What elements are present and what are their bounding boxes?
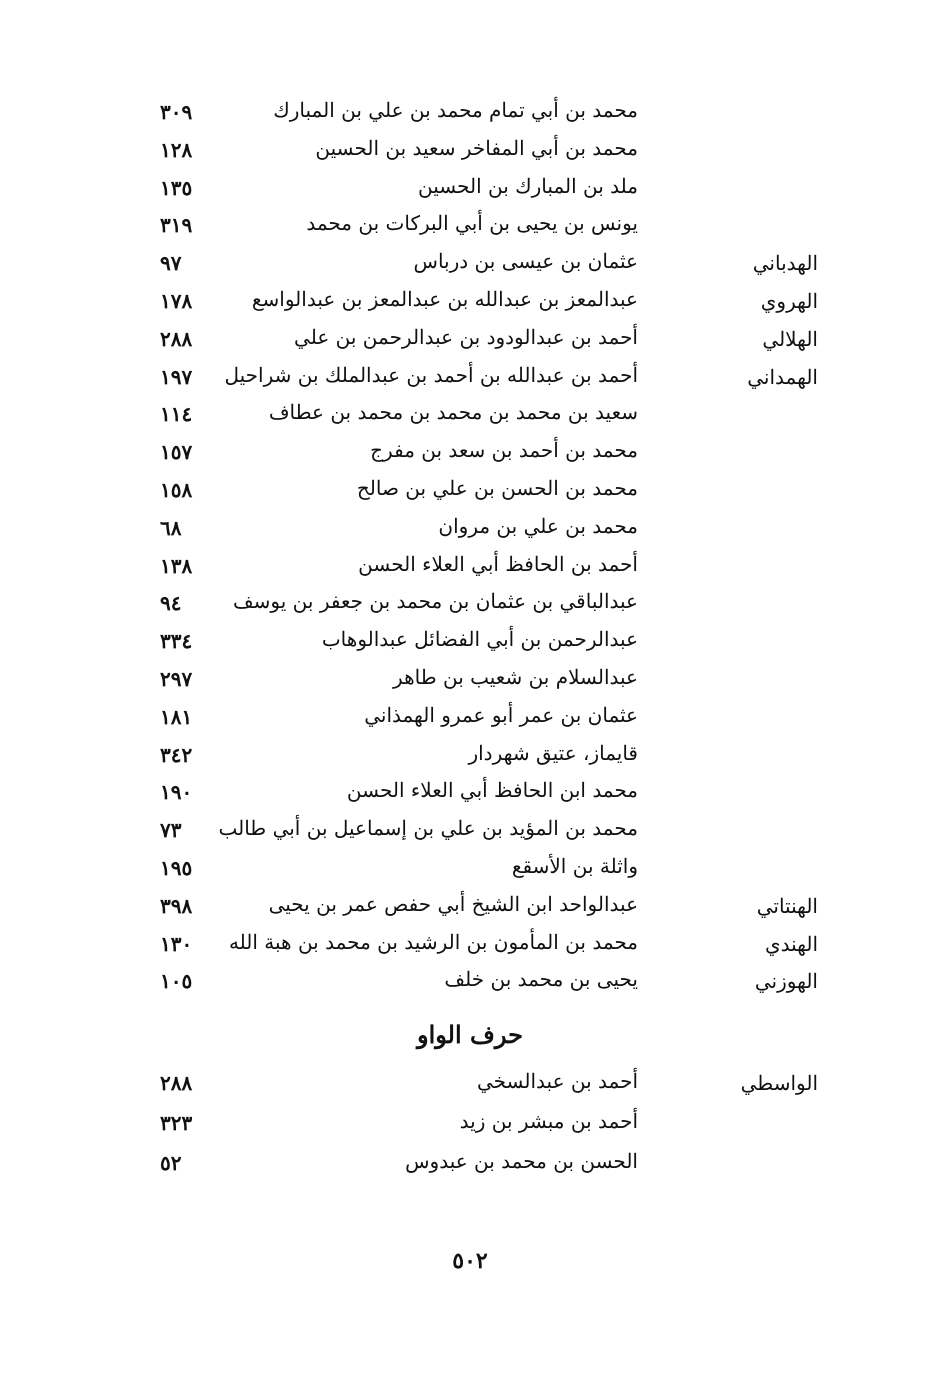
index-entry: [150, 623, 830, 661]
entry-nisba: الهدباني: [752, 251, 818, 276]
index-entry: [150, 510, 830, 548]
entry-name: أحمد بن عبدالله بن أحمد بن عبدالملك بن شراحيل: [224, 362, 638, 387]
index-entry: [150, 888, 830, 926]
entry-name: يحيى بن محمد بن خلف: [444, 967, 638, 992]
index-entry: [150, 699, 830, 737]
entry-page-number: ٣٤٢: [160, 742, 193, 767]
entry-page-number: ٩٤: [160, 591, 182, 616]
entry-page-number: ٣٩٨: [160, 893, 193, 918]
entry-name: واثلة بن الأسقع: [511, 853, 638, 878]
entry-name: ملد بن المبارك بن الحسين: [418, 173, 638, 198]
index-entry: [150, 94, 830, 132]
entry-name: أحمد بن الحافظ أبي العلاء الحسن: [358, 551, 638, 576]
entry-name: أحمد بن مبشر بن زيد: [459, 1109, 638, 1133]
entry-page-number: ٣٠٩: [160, 100, 193, 124]
entry-page-number: ٣٢٣: [160, 1111, 193, 1135]
entry-name: سعيد بن محمد بن محمد بن محمد بن عطاف: [268, 400, 638, 425]
entry-page-number: ١٥٨: [160, 477, 193, 502]
entry-name: عبدالواحد ابن الشيخ أبي حفص عمر بن يحيى: [268, 891, 638, 916]
entry-nisba: الهوزني: [754, 969, 818, 994]
index-entry: [150, 812, 830, 850]
entry-page-number: ١٧٨: [160, 288, 193, 313]
entry-nisba: الهندي: [764, 931, 818, 956]
index-entry: [150, 245, 830, 283]
entry-page-number: ٢٨٨: [160, 1071, 193, 1095]
entry-name: محمد بن المأمون بن الرشيد بن محمد بن هبة الله: [228, 929, 638, 954]
entry-name: محمد بن أبي تمام محمد بن علي بن المبارك: [273, 98, 638, 122]
entry-page-number: ١٠٥: [160, 969, 193, 994]
entry-nisba: الواسطي: [740, 1071, 818, 1095]
entry-name: محمد بن علي بن مروان: [438, 513, 638, 538]
index-entry: [150, 850, 830, 888]
entry-page-number: ٦٨: [160, 515, 182, 540]
index-entry: [150, 170, 830, 208]
section-heading: حرف الواو: [417, 1020, 523, 1049]
entry-name: عبدالسلام بن شعيب بن طاهر: [393, 664, 638, 689]
entry-page-number: ٢٨٨: [160, 326, 193, 351]
index-entries: [150, 94, 830, 1001]
entry-name: أحمد بن عبدالسخي: [476, 1069, 638, 1093]
entry-name: يونس بن يحيى بن أبي البركات بن محمد: [306, 211, 638, 236]
entry-page-number: ٢٩٧: [160, 666, 193, 691]
index-entry: [150, 661, 830, 699]
index-entry: [150, 207, 830, 245]
entry-page-number: ٣٣٤: [160, 629, 193, 654]
entry-name: محمد بن أبي المفاخر سعيد بن الحسين: [315, 135, 638, 160]
entry-page-number: ١٣٠: [160, 931, 193, 956]
index-entry: [150, 434, 830, 472]
index-entry: [150, 585, 830, 623]
entry-nisba: الهروي: [760, 288, 818, 313]
entry-name: محمد ابن الحافظ أبي العلاء الحسن: [346, 778, 638, 803]
page-number: ٥٠٢: [452, 1248, 488, 1274]
entry-page-number: ١٩٥: [160, 855, 193, 880]
entry-name: محمد بن المؤيد بن علي بن إسماعيل بن أبي طالب: [218, 816, 638, 841]
index-entry: [150, 548, 830, 586]
entry-name: عثمان بن عيسى بن درباس: [413, 249, 638, 274]
entry-page-number: ١٣٥: [160, 175, 193, 200]
entry-page-number: ٧٣: [160, 818, 182, 843]
entry-name: عبدالباقي بن عثمان بن محمد بن جعفر بن يوسف: [232, 589, 638, 614]
entry-page-number: ٥٢: [160, 1151, 182, 1175]
entry-nisba: الهمداني: [747, 364, 818, 389]
index-entry: [150, 472, 830, 510]
index-entry: [150, 1145, 830, 1185]
entry-page-number: ١٩٠: [160, 780, 193, 805]
entry-page-number: ١٩٧: [160, 364, 193, 389]
index-entry: [150, 1065, 830, 1105]
entry-page-number: ٩٧: [160, 251, 182, 276]
entry-name: قايماز، عتيق شهردار: [468, 740, 638, 765]
index-entries-waw: [150, 1065, 830, 1185]
index-entry: [150, 963, 830, 1001]
index-entry: [150, 737, 830, 775]
entry-page-number: ٣١٩: [160, 213, 193, 238]
index-entry: [150, 396, 830, 434]
entry-page-number: ١٢٨: [160, 137, 193, 162]
entry-name: عثمان بن عمر أبو عمرو الهمذاني: [364, 702, 638, 727]
index-entry: [150, 283, 830, 321]
entry-name: الحسن بن محمد بن عبدوس: [405, 1149, 638, 1173]
entry-nisba: الهنتاتي: [756, 893, 818, 918]
index-entry: [150, 132, 830, 170]
entry-name: محمد بن أحمد بن سعد بن مفرج: [370, 438, 638, 463]
entry-page-number: ١٥٧: [160, 440, 193, 465]
entry-name: عبدالمعز بن عبدالله بن عبدالمعز بن عبدالواسع: [251, 286, 638, 311]
index-entry: [150, 321, 830, 359]
entry-name: أحمد بن عبدالودود بن عبدالرحمن بن علي: [294, 324, 638, 349]
entry-name: محمد بن الحسن بن علي بن صالح: [356, 475, 638, 500]
entry-page-number: ١١٤: [160, 402, 193, 427]
entry-name: عبدالرحمن بن أبي الفضائل عبدالوهاب: [321, 627, 638, 652]
index-entry: [150, 1105, 830, 1145]
index-entry: [150, 926, 830, 964]
entry-nisba: الهلالي: [762, 326, 818, 351]
entry-page-number: ١٣٨: [160, 553, 193, 578]
index-entry: [150, 774, 830, 812]
index-entry: [150, 359, 830, 397]
entry-page-number: ١٨١: [160, 704, 193, 729]
